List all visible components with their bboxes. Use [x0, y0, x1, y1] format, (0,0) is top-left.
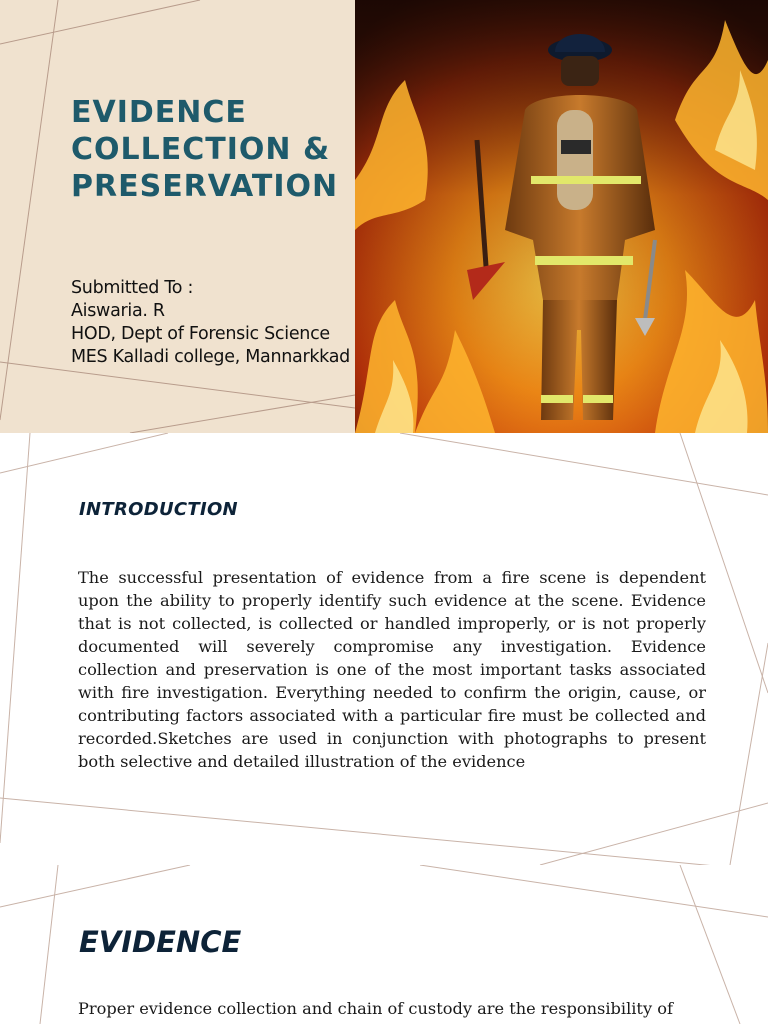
introduction-heading: INTRODUCTION [79, 499, 238, 520]
introduction-slide [0, 433, 768, 865]
introduction-body: The successful presentation of evidence from a fire scene is dependent upon the ability to properly identify such evidence at the scene. Evidence that is not collected, is collected or handled improperly, or is not properly documented will severely compromise any investigation. Evidence collection and preservation is one of the most important tasks associated with fire investigation. Everything needed to confirm the origin, cause, or contributing factors associated with a particular fire must be collected and recorded.Sketches are used in conjunction with photographs to present both selective and detailed illustration of the evidence [78, 568, 706, 771]
submitted-to-position: HOD, Dept of Forensic Science [71, 324, 330, 344]
firefighter-photo [355, 0, 768, 433]
evidence-heading: EVIDENCE [79, 925, 242, 959]
title-line-3: PRESERVATION [71, 169, 339, 204]
submitted-to-name: Aiswaria. R [71, 301, 165, 321]
title-line-1: EVIDENCE [71, 95, 247, 130]
evidence-body: Proper evidence collection and chain of custody are the responsibility of [78, 999, 673, 1018]
title-slide [0, 0, 768, 433]
submitted-to-label: Submitted To : [71, 278, 194, 298]
title-line-2: COLLECTION & [71, 132, 331, 167]
submitted-to-college: MES Kalladi college, Mannarkkad [71, 347, 350, 367]
evidence-slide [0, 865, 768, 1024]
